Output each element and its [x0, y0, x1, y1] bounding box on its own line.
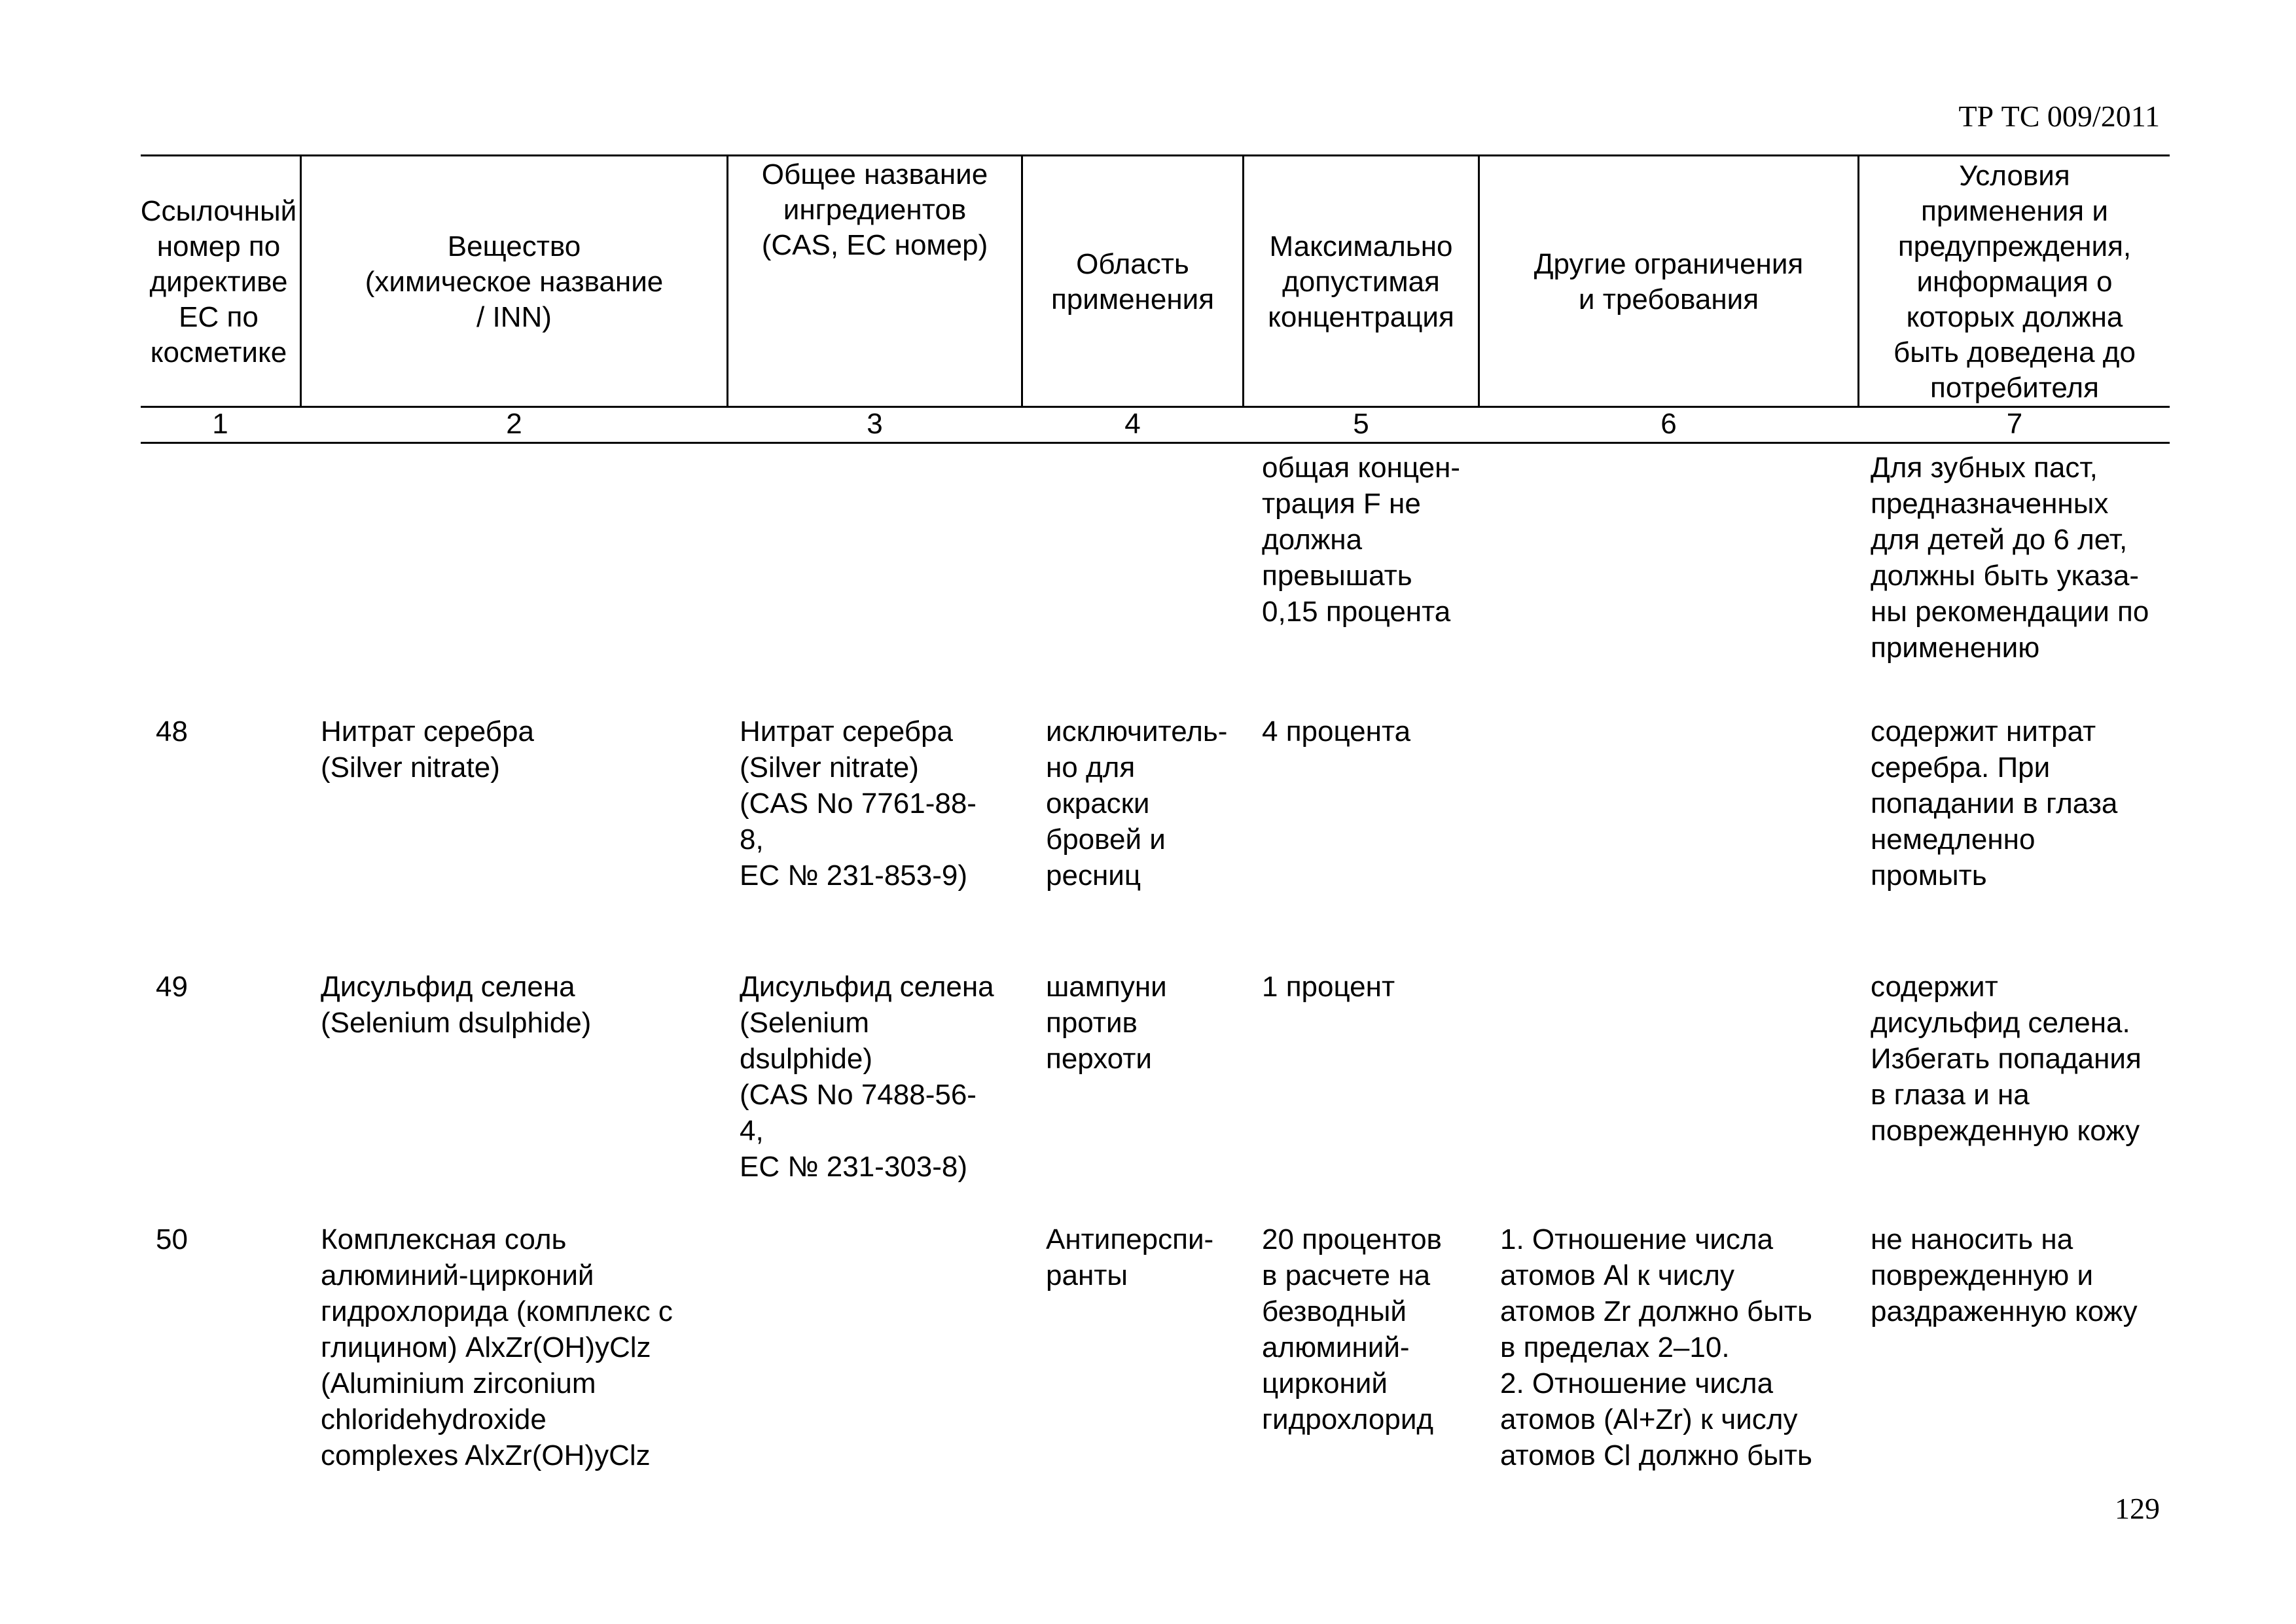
cell-conditions: содержит дисульфид селена. Избегать попадания в глаза и на поврежденную кожу	[1871, 971, 2142, 1147]
column-header-text: Ссылочный номер по директиве ЕС по косметике	[140, 195, 297, 369]
column-header-common-name	[728, 157, 1021, 407]
cell-area: Антиперспи- ранты	[1046, 1223, 1214, 1291]
column-header-max-concentration	[1244, 157, 1478, 407]
cell-area: шампуни против перхоти	[1046, 971, 1167, 1075]
column-number: 2	[506, 408, 522, 440]
column-header-ref-number	[137, 157, 300, 407]
cell-max-concentration: 20 процентов в расчете на безводный алюминий- цирконий гидрохлорид	[1262, 1223, 1442, 1435]
cell-max-concentration: 1 процент	[1262, 971, 1395, 1003]
numbers-bottom-rule	[141, 442, 2170, 444]
cell-max-concentration: общая концен- трация F не должна превышать 0,15 процента	[1262, 452, 1461, 628]
cell-common-name: Нитрат серебра (Silver nitrate) (CAS No 7761-88- 8, ЕС № 231-853-9)	[740, 715, 977, 892]
column-number: 1	[212, 408, 228, 440]
cell-ref-number: 48	[156, 715, 188, 748]
column-header-substance	[302, 157, 726, 407]
column-header-text: Максимально допустимая концентрация	[1268, 230, 1454, 333]
column-header-text: Условия применения и предупреждения, информация о которых должна быть доведена до потребителя	[1893, 160, 2136, 404]
cell-substance: Комплексная соль алюминий-цирконий гидрохлорида (комплекс с глицином) AlxZr(OH)yClz (Aluminium zirconium chloridehydroxide complexes AlxZr(OH)yClz	[321, 1223, 673, 1471]
cell-substance: Нитрат серебра (Silver nitrate)	[321, 715, 534, 784]
column-header-area	[1023, 157, 1242, 407]
table-top-rule	[141, 154, 2170, 156]
cell-area: исключитель- но для окраски бровей и ресниц	[1046, 715, 1228, 892]
cell-conditions: содержит нитрат серебра. При попадании в глаза немедленно промыть	[1871, 715, 2118, 892]
column-header-text: Вещество (химическое название / INN)	[365, 230, 664, 333]
column-header-other-restrictions	[1480, 157, 1857, 407]
column-number: 7	[2006, 408, 2023, 440]
column-header-conditions	[1859, 157, 2170, 407]
cell-max-concentration: 4 процента	[1262, 715, 1411, 748]
cell-other-restrictions: 1. Отношение числа атомов Al к числу атомов Zr должно быть в пределах 2–10. 2. Отношение числа атомов (Al+Zr) к числу атомов Cl должно быть	[1500, 1223, 1812, 1471]
column-number: 6	[1660, 408, 1677, 440]
document-code: ТР ТС 009/2011	[1958, 99, 2160, 133]
cell-conditions: не наносить на поврежденную и раздраженную кожу	[1871, 1223, 2138, 1327]
cell-substance: Дисульфид селена (Selenium dsulphide)	[321, 971, 592, 1039]
cell-ref-number: 50	[156, 1223, 188, 1255]
column-header-text: Общее название ингредиентов (CAS, ЕС номер)	[761, 158, 988, 261]
cell-conditions: Для зубных паст, предназначенных для детей до 6 лет, должны быть указа- ны рекомендации по применению	[1871, 452, 2149, 664]
column-header-text: Область применения	[1050, 248, 1215, 316]
column-number: 3	[867, 408, 883, 440]
cell-common-name: Дисульфид селена (Selenium dsulphide) (CAS No 7488-56- 4, ЕС № 231-303-8)	[740, 971, 994, 1183]
column-header-text: Другие ограничения и требования	[1534, 248, 1804, 316]
page-number: 129	[2115, 1492, 2160, 1525]
cell-ref-number: 49	[156, 971, 188, 1003]
column-number: 4	[1124, 408, 1141, 440]
column-number: 5	[1353, 408, 1369, 440]
